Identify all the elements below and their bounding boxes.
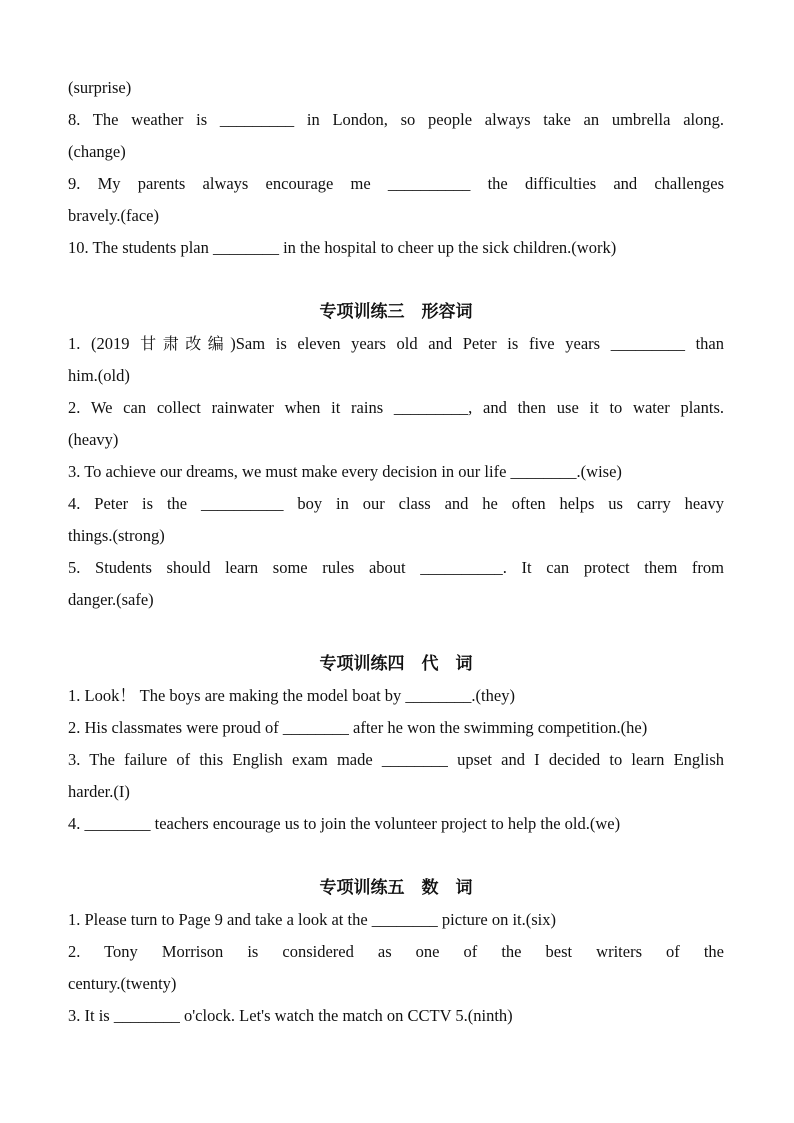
section-title-pronouns: 专项训练四 代 词 [319,654,473,674]
exercise-line: (heavy) [68,430,119,449]
worksheet-page [68,72,724,1032]
exercise-line: 2. His classmates were proud of ________ after he won the swimming competition.(he) [68,718,648,737]
exercise-line: 2. Tony Morrison is considered as one of the best writers of the [68,942,724,961]
exercise-line: 10. The students plan ________ in the hospital to cheer up the sick children.(work) [68,238,617,257]
exercise-line: 8. The weather is _________ in London, so people always take an umbrella along. [68,110,724,129]
exercise-line: danger.(safe) [68,590,154,609]
exercise-line: (surprise) [68,78,132,97]
question-text: )Sam is eleven years old and Peter is five years _________ than [230,334,725,353]
section-title-adjectives: 专项训练三 形容词 [319,302,473,322]
exercise-line: century.(twenty) [68,974,177,993]
exercise-line [68,328,724,360]
exercise-line: 4. Peter is the __________ boy in our class and he often helps us carry heavy [68,494,724,513]
exercise-line: 9. My parents always encourage me __________ the difficulties and challenges [68,174,724,193]
exercise-line: 1. Please turn to Page 9 and take a look at the ________ picture on it.(six) [68,910,557,929]
section-title-numerals: 专项训练五 数 词 [319,878,473,898]
question-number: 1. (2019 [68,334,141,353]
exercise-line: bravely.(face) [68,206,159,225]
exercise-line: him.(old) [68,366,130,385]
exercise-line: things.(strong) [68,526,165,545]
exercise-line: 3. The failure of this English exam made ________ upset and I decided to learn English [68,750,724,769]
exercise-line: 5. Students should learn some rules about __________. It can protect them from [68,558,724,577]
exercise-line: 3. To achieve our dreams, we must make every decision in our life ________.(wise) [68,462,622,481]
exercise-line: 2. We can collect rainwater when it rains _________, and then use it to water plants. [68,398,724,417]
exercise-line: 1. Look！ The boys are making the model boat by ________.(they) [68,686,515,705]
exercise-line: 4. ________ teachers encourage us to join the volunteer project to help the old.(we) [68,814,621,833]
source-note: 甘肃改编 [140,334,231,353]
exercise-line: 3. It is ________ o'clock. Let's watch the match on CCTV 5.(ninth) [68,1006,513,1025]
exercise-line: (change) [68,142,126,161]
exercise-line: harder.(I) [68,782,130,801]
